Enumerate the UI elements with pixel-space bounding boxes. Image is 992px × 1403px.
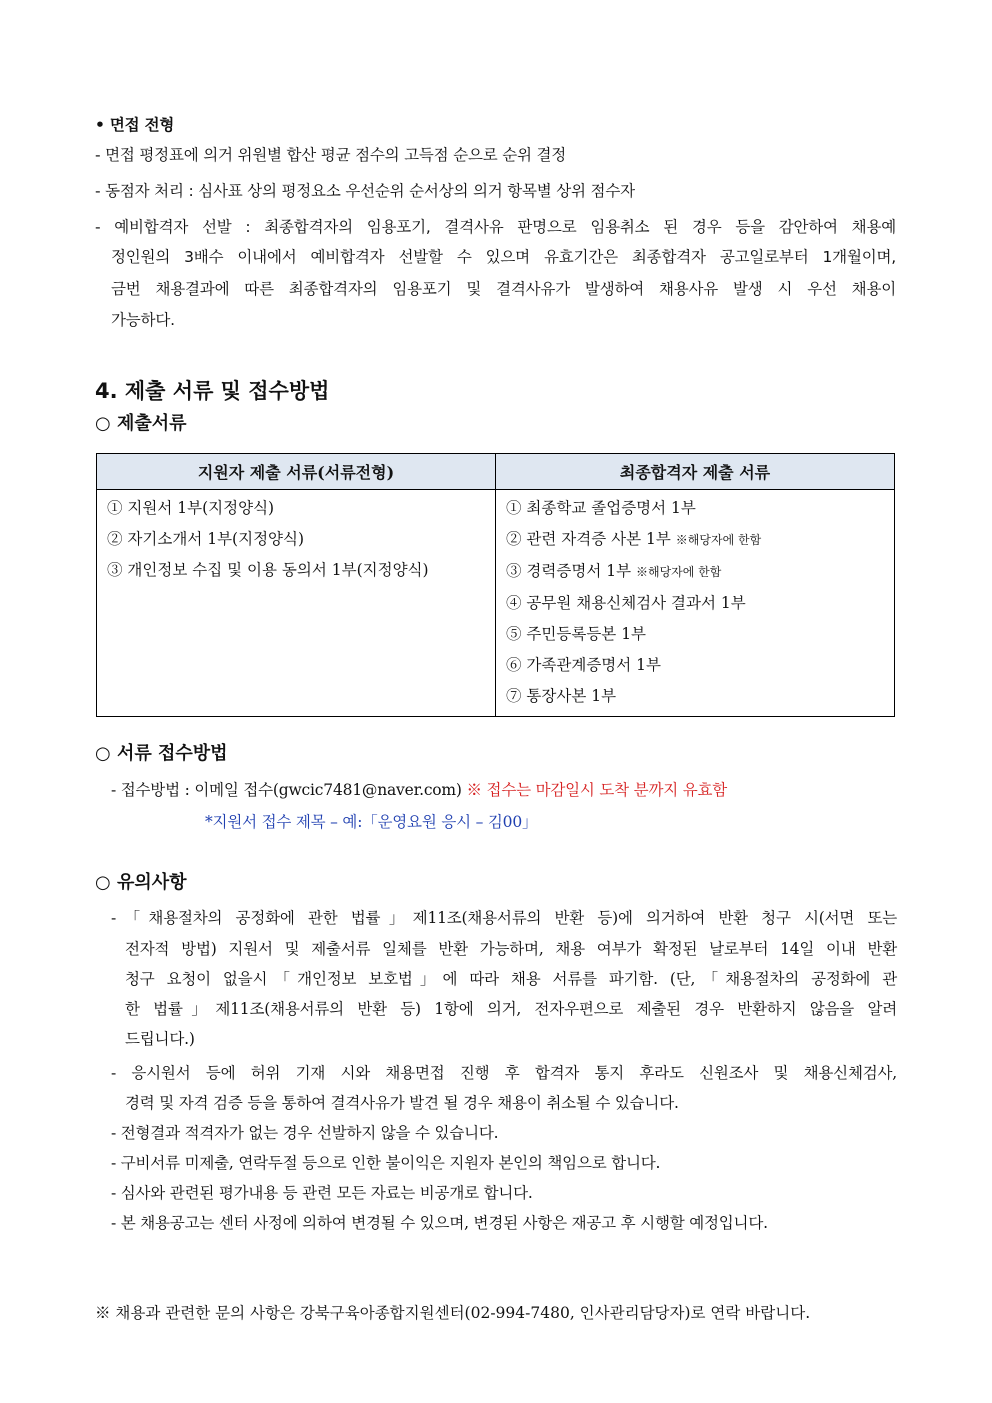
method-line — [111, 780, 727, 800]
section-title: 4. 제출 서류 및 접수방법 — [95, 379, 330, 403]
list-item — [107, 524, 485, 555]
list-item — [107, 493, 485, 524]
interview-rule-tie: - 동점자 처리 : 심사표 상의 평정요소 우선순위 순서상의 의거 항목별 상위 점수자 — [95, 182, 635, 200]
final-doc-2: ② 관련 자격증 사본 1부 — [506, 530, 671, 548]
list-item — [506, 556, 884, 588]
note1-line-4: 한 법률」제11조(채용서류의 반환 등) 1항에 의거, 전자우편으로 제출된 경우 반환하지 않음을 알려 — [125, 1000, 897, 1018]
table-row — [97, 490, 895, 717]
method-text: - 접수방법 : 이메일 접수(gwcic7481@naver.com) — [111, 781, 462, 799]
list-item — [506, 524, 884, 556]
subject-example: *지원서 접수 제목 – 예:「운영요원 응시 – 김00」 — [205, 813, 538, 831]
reserve-line-3: 금번 채용결과에 따른 최종합격자의 임용포기 및 결격사유가 발생하여 채용사유 발생 시 우선 채용이 — [111, 280, 896, 298]
list-item — [506, 650, 884, 681]
final-doc-6: ⑥ 가족관계증명서 1부 — [506, 656, 662, 674]
note2-line-1: - 응시원서 등에 허위 기재 시와 채용면접 진행 후 합격자 통지 후라도 신원조사 및 채용신체검사, — [111, 1064, 897, 1082]
documents-heading: ○ 제출서류 — [95, 413, 187, 434]
list-item — [506, 681, 884, 712]
list-item — [506, 493, 884, 524]
note3: - 전형결과 적격자가 없는 경우 선발하지 않을 수 있습니다. — [111, 1124, 499, 1142]
applicant-doc-1: ① 지원서 1부(지정양식) — [107, 499, 275, 517]
method-heading: ○ 서류 접수방법 — [95, 743, 228, 764]
notes-heading: ○ 유의사항 — [95, 872, 187, 893]
interview-title: • 면접 전형 — [95, 116, 175, 134]
final-doc-3-note: ※해당자에 한함 — [636, 565, 722, 579]
note1-line-1: -「채용절차의 공정화에 관한 법률」제11조(채용서류의 반환 등)에 의거하여 반환 청구 시(서면 또는 — [111, 909, 897, 927]
list-item — [506, 588, 884, 619]
final-doc-4: ④ 공무원 채용신체검사 결과서 1부 — [506, 594, 746, 612]
list-item — [506, 619, 884, 650]
contact-footer: ※ 채용과 관련한 문의 사항은 강북구육아종합지원센터(02-994-7480, 인사관리담당자)로 연락 바랍니다. — [95, 1304, 811, 1322]
final-doc-7: ⑦ 통장사본 1부 — [506, 687, 617, 705]
note5: - 심사와 관련된 평가내용 등 관련 모든 자료는 비공개로 합니다. — [111, 1184, 533, 1202]
final-doc-5: ⑤ 주민등록등본 1부 — [506, 625, 647, 643]
final-doc-1: ① 최종학교 졸업증명서 1부 — [506, 499, 696, 517]
method-deadline-note: ※ 접수는 마감일시 도착 분까지 유효함 — [466, 781, 728, 799]
reserve-line-2: 정인원의 3배수 이내에서 예비합격자 선발할 수 있으며 유효기간은 최종합격자 공고일로부터 1개월이며, — [111, 248, 896, 266]
final-doc-2-note: ※해당자에 한함 — [675, 533, 762, 547]
note6: - 본 채용공고는 센터 사정에 의하여 변경될 수 있으며, 변경된 사항은 재공고 후 시행할 예정입니다. — [111, 1214, 768, 1232]
header-applicant-docs: 지원자 제출 서류(서류전형) — [97, 454, 496, 490]
list-item — [107, 555, 485, 586]
note2-line-2: 경력 및 자격 검증 등을 통하여 결격사유가 발견 될 경우 채용이 취소될 수 있습니다. — [125, 1094, 679, 1112]
final-doc-3: ③ 경력증명서 1부 — [506, 562, 632, 580]
note1-line-2: 전자적 방법) 지원서 및 제출서류 일체를 반환 가능하며, 채용 여부가 확정된 날로부터 14일 이내 반환 — [125, 940, 897, 958]
note1-line-5: 드립니다.) — [125, 1030, 195, 1048]
applicant-doc-3: ③ 개인정보 수집 및 이용 동의서 1부(지정양식) — [107, 561, 429, 579]
reserve-line-4: 가능하다. — [111, 311, 175, 329]
note4: - 구비서류 미제출, 연락두절 등으로 인한 불이익은 지원자 본인의 책임으로 합니다. — [111, 1154, 661, 1172]
documents-table — [96, 453, 895, 717]
table-header-row — [97, 454, 895, 490]
applicant-doc-2: ② 자기소개서 1부(지정양식) — [107, 530, 305, 548]
reserve-line-1: - 예비합격자 선발 : 최종합격자의 임용포기, 결격사유 판명으로 임용취소 된 경우 등을 감안하여 채용예 — [95, 218, 896, 236]
note1-line-3: 청구 요청이 없을시「개인정보 보호법」에 따라 채용 서류를 파기함. (단,「채용절차의 공정화에 관 — [125, 970, 897, 988]
header-final-docs: 최종합격자 제출 서류 — [496, 454, 895, 490]
interview-rule-rank: - 면접 평정표에 의거 위원별 합산 평균 점수의 고득점 순으로 순위 결정 — [95, 146, 567, 164]
applicant-docs-cell — [97, 490, 496, 717]
final-docs-cell — [496, 490, 895, 717]
